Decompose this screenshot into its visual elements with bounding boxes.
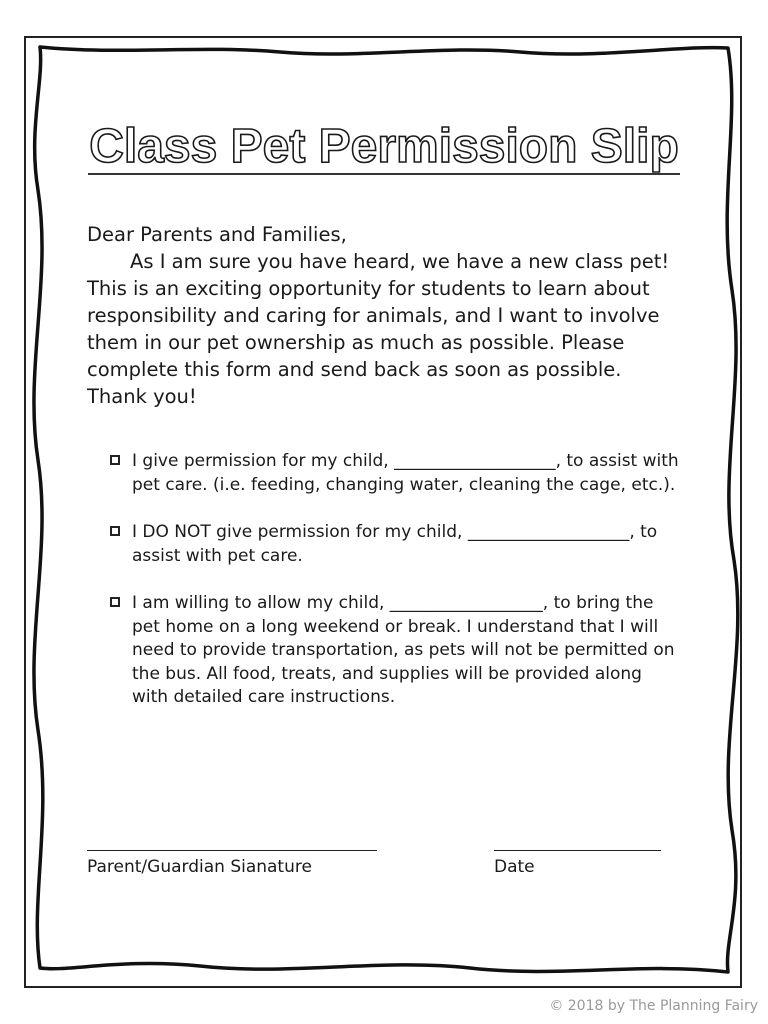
signature-line[interactable] [87, 826, 377, 851]
greeting: Dear Parents and Families, [87, 223, 347, 246]
intro-paragraph: As I am sure you have heard, we have a new class pet! This is an exciting opportunity for students to learn about responsibility and caring for animals, and I want to involve them in our pet ownership as much as possible. Please complete this form and send back as soon as possible. Thank you! [87, 250, 670, 408]
page-title: Class Pet Permission Slip [89, 120, 679, 173]
option-no-permission [110, 521, 680, 568]
copyright-text: © 2018 by The Planning Fairy [549, 998, 758, 1014]
date-line[interactable] [494, 826, 661, 851]
checkbox-assist-permission[interactable] [110, 455, 120, 465]
option-take-home [110, 592, 680, 710]
permission-options [110, 450, 680, 710]
option-assist-permission [110, 450, 680, 497]
option-text: I DO NOT give permission for my child, ___________________, to assist with pet care. [132, 522, 658, 566]
signature-area [87, 826, 687, 886]
signature-label: Parent/Guardian Sianature [87, 857, 312, 877]
checkbox-no-permission[interactable] [110, 526, 120, 536]
option-text: I am willing to allow my child, __________________, to bring the pet home on a long weekend or break. I understand that I will need to provide transportation, as pets will not be permitted on the bus. All food, treats, and supplies will be provided along with detailed care instructions. [132, 593, 675, 707]
date-label: Date [494, 857, 535, 877]
page-title-block [0, 110, 768, 178]
signature-block [87, 826, 377, 877]
checkbox-take-home[interactable] [110, 597, 120, 607]
option-text: I give permission for my child, ___________________, to assist with pet care. (i.e. feeding, changing water, cleaning the cage, etc.). [132, 451, 679, 495]
date-block [494, 826, 661, 877]
page-title-graphic [84, 110, 684, 178]
